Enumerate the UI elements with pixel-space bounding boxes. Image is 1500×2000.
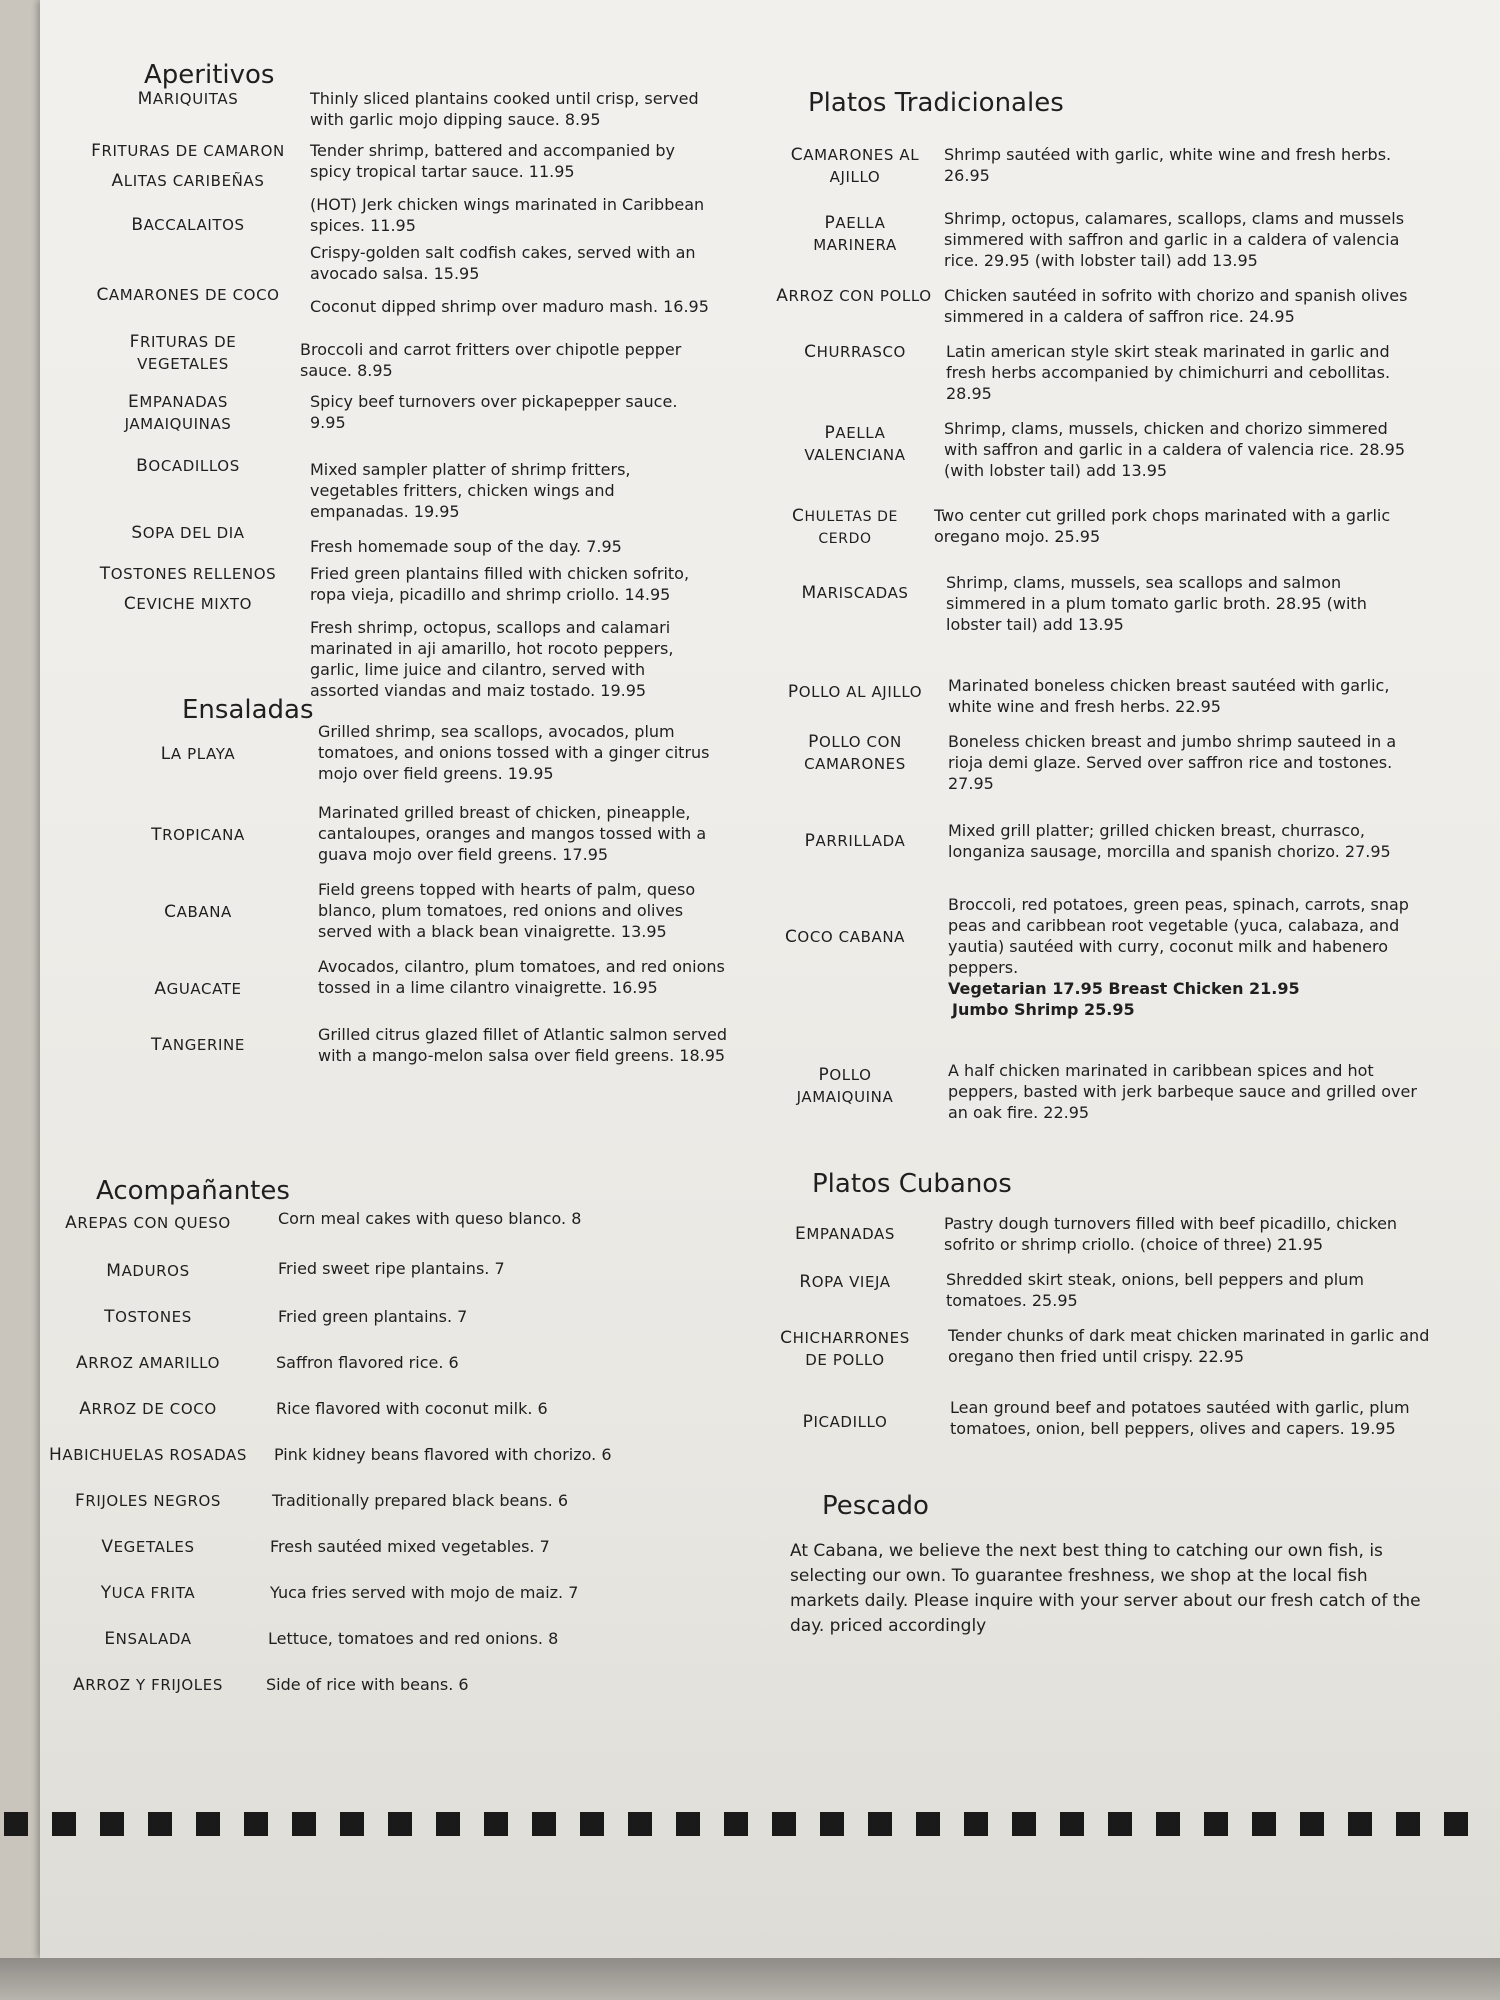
dash [292, 1812, 316, 1836]
item-description: Pink kidney beans flavored with chorizo. 6 [274, 1445, 612, 1464]
item-name: TROPICANA [151, 825, 245, 845]
item-name: ARROZ CON POLLO [776, 286, 932, 306]
item-description: Coconut dipped shrimp over maduro mash. 16.95 [310, 297, 709, 316]
item-name: BOCADILLOS [136, 456, 240, 476]
dash [820, 1812, 844, 1836]
item-description: Tender shrimp, battered and accompanied by spicy tropical tartar sauce. 11.95 [310, 141, 675, 181]
item-name: AGUACATE [154, 979, 242, 999]
item-name: EMPANADAS [795, 1224, 895, 1244]
dash [388, 1812, 412, 1836]
item-description: Broccoli and carrot fritters over chipotle pepper sauce. 8.95 [300, 340, 682, 380]
price-options-line-2: Jumbo Shrimp 25.95 [952, 1000, 1135, 1019]
right-column [760, 60, 1460, 1639]
item-description: Pastry dough turnovers filled with beef picadillo, chicken sofrito or shrimp criollo. (choice of three) 21.95 [944, 1214, 1398, 1254]
dash [772, 1812, 796, 1836]
menu-item [48, 1398, 748, 1420]
menu-item [760, 820, 1460, 862]
item-name: FRITURAS DE CAMARON [91, 141, 285, 161]
item-description: Spicy beef turnovers over pickapepper sauce. 9.95 [310, 392, 678, 432]
dash [1396, 1812, 1420, 1836]
section-acompanantes [48, 1176, 748, 1696]
item-description [920, 894, 1448, 1020]
dash [1300, 1812, 1324, 1836]
item-description: Fried green plantains filled with chicken sofrito, ropa vieja, picadillo and shrimp criollo. 14.95 [310, 564, 690, 604]
dash [1204, 1812, 1228, 1836]
item-description: Side of rice with beans. 6 [266, 1675, 469, 1694]
section-title-pescado: Pescado [822, 1491, 929, 1521]
section-title-ensaladas: Ensaladas [182, 695, 314, 725]
item-name: PICADILLO [802, 1412, 888, 1432]
item-name: POLLO JAMAIQUINA [796, 1065, 894, 1106]
dash [1156, 1812, 1180, 1836]
menu-item [760, 505, 1460, 550]
section-pescado [760, 1491, 1460, 1639]
item-description: Shredded skirt steak, onions, bell peppers and plum tomatoes. 25.95 [946, 1270, 1364, 1310]
menu-item [88, 593, 748, 701]
menu-item [88, 802, 748, 865]
menu-item [760, 144, 1460, 188]
dash [52, 1812, 76, 1836]
menu-item [760, 572, 1460, 635]
item-name: TOSTONES [104, 1307, 192, 1327]
dash [676, 1812, 700, 1836]
item-name: YUCA FRITA [100, 1583, 196, 1603]
item-name: CHICHARRONES DE POLLO [780, 1328, 910, 1369]
item-name: TOSTONES RELLENOS [99, 564, 277, 584]
menu-item [88, 522, 748, 557]
item-description: Saffron flavored rice. 6 [276, 1353, 459, 1372]
item-description: (HOT) Jerk chicken wings marinated in Caribbean spices. 11.95 [310, 195, 705, 235]
decorative-dash-border [0, 1812, 1500, 1842]
item-description: Shrimp, clams, mussels, chicken and chorizo simmered with saffron and garlic in a caldera of valencia rice. 28.95 (with lobster tail) add 13.95 [944, 419, 1405, 480]
item-name: SOPA DEL DIA [131, 523, 245, 543]
item-description: Rice flavored with coconut milk. 6 [276, 1399, 548, 1418]
menu-item [760, 1269, 1460, 1311]
item-name: FRITURAS DE VEGETALES [129, 332, 237, 373]
item-name: FRIJOLES NEGROS [74, 1491, 222, 1511]
menu-item [88, 331, 748, 381]
item-name: COCO CABANA [784, 927, 906, 947]
item-name: PAELLA VALENCIANA [804, 423, 906, 464]
dash [532, 1812, 556, 1836]
menu-item [760, 285, 1460, 327]
section-platos-tradicionales [760, 88, 1460, 1123]
item-name: ARROZ Y FRIJOLES [73, 1675, 223, 1695]
item-name: POLLO CON CAMARONES [804, 732, 906, 773]
dash [196, 1812, 220, 1836]
dash [724, 1812, 748, 1836]
item-description: Tender chunks of dark meat chicken marinated in garlic and oregano then fried until crispy. 22.95 [948, 1326, 1430, 1366]
item-name: ARROZ AMARILLO [75, 1353, 221, 1373]
section-title-platos-cubanos: Platos Cubanos [812, 1169, 1012, 1199]
item-name: VEGETALES [101, 1537, 195, 1557]
dash [1060, 1812, 1084, 1836]
dash [1012, 1812, 1036, 1836]
item-name: TANGERINE [151, 1035, 245, 1055]
item-name: AREPAS CON QUESO [65, 1213, 231, 1233]
item-name: POLLO AL AJILLO [787, 682, 923, 702]
menu-item [760, 894, 1460, 1020]
menu-item [88, 455, 748, 522]
menu-item [48, 1306, 748, 1328]
item-description: Corn meal cakes with queso blanco. 8 [278, 1209, 582, 1228]
section-platos-cubanos [760, 1169, 1460, 1439]
item-description: Chicken sautéed in sofrito with chorizo and spanish olives simmered in a caldera of saffron rice. 24.95 [944, 286, 1408, 326]
item-description: Fried sweet ripe plantains. 7 [278, 1259, 505, 1278]
menu-item [760, 208, 1460, 271]
item-name: MARIQUITAS [137, 89, 239, 109]
item-description: Yuca fries served with mojo de maiz. 7 [270, 1583, 579, 1602]
menu-item [760, 675, 1460, 717]
menu-item [48, 1352, 748, 1374]
dash [1444, 1812, 1468, 1836]
section-ensaladas [88, 695, 748, 1066]
menu-item [760, 1397, 1460, 1439]
item-name: CAMARONES AL AJILLO [790, 145, 920, 186]
item-description: Latin american style skirt steak marinated in garlic and fresh herbs accompanied by chimichurri and cebollitas. 28.95 [946, 342, 1391, 403]
dash [244, 1812, 268, 1836]
dash [580, 1812, 604, 1836]
menu-item [88, 1024, 748, 1066]
item-description: Lean ground beef and potatoes sautéed with garlic, plum tomatoes, onion, bell peppers, olives and capers. 19.95 [950, 1398, 1410, 1438]
menu-item [48, 1536, 748, 1558]
item-name: CAMARONES DE COCO [96, 285, 280, 305]
item-description: Fresh homemade soup of the day. 7.95 [310, 537, 622, 556]
menu-item [48, 1490, 748, 1512]
dash [1108, 1812, 1132, 1836]
dash [964, 1812, 988, 1836]
item-name: CEVICHE MIXTO [123, 594, 253, 614]
item-description: Thinly sliced plantains cooked until crisp, served with garlic mojo dipping sauce. 8.95 [310, 89, 699, 129]
item-description: Shrimp sautéed with garlic, white wine and fresh herbs. 26.95 [944, 145, 1392, 185]
dash [148, 1812, 172, 1836]
dash [628, 1812, 652, 1836]
item-name: ARROZ DE COCO [79, 1399, 217, 1419]
menu-item [760, 341, 1460, 404]
item-description: Grilled shrimp, sea scallops, avocados, plum tomatoes, and onions tossed with a ginger citrus mojo over field greens. 19.95 [318, 722, 710, 783]
item-description: Crispy-golden salt codfish cakes, served with an avocado salsa. 15.95 [310, 243, 696, 283]
dash [868, 1812, 892, 1836]
item-name: PARRILLADA [804, 831, 906, 851]
item-description: Fried green plantains. 7 [278, 1307, 468, 1326]
item-description: Fresh sautéed mixed vegetables. 7 [270, 1537, 550, 1556]
dash [100, 1812, 124, 1836]
item-description: Field greens topped with hearts of palm, queso blanco, plum tomatoes, red onions and olives served with a black bean vinaigrette. 13.95 [318, 880, 696, 941]
dash [916, 1812, 940, 1836]
table-surface [0, 1958, 1500, 2000]
item-name: CABANA [164, 902, 232, 922]
item-description: Two center cut grilled pork chops marinated with a garlic oregano mojo. 25.95 [934, 506, 1391, 546]
menu-item [760, 731, 1460, 794]
menu-item [88, 88, 748, 130]
item-name: ENSALADA [104, 1629, 192, 1649]
item-name: ROPA VIEJA [799, 1272, 891, 1292]
item-name: CHURRASCO [804, 342, 906, 362]
dash [484, 1812, 508, 1836]
item-name: MARISCADAS [801, 583, 909, 603]
pescado-description: At Cabana, we believe the next best thing to catching our own fish, is selecting our own. To guarantee freshness, we shop at the local fish markets daily. Please inquire with your server about our fresh catch of the day. priced accordingly [790, 1541, 1421, 1636]
item-description: A half chicken marinated in caribbean spices and hot peppers, basted with jerk barbeque sauce and grilled over an oak fire. 22.95 [948, 1061, 1417, 1122]
menu-item [88, 284, 748, 317]
item-description-text: Broccoli, red potatoes, green peas, spinach, carrots, snap peas and caribbean root vegetable (yuca, calabaza, and yautia) sautéed with curry, coconut milk and habenero peppers. [948, 895, 1409, 977]
item-name: LA PLAYA [160, 744, 236, 764]
item-description: Shrimp, clams, mussels, sea scallops and salmon simmered in a plum tomato garlic broth. 28.95 (with lobster tail) add 13.95 [946, 573, 1367, 634]
item-description: Mixed grill platter; grilled chicken breast, churrasco, longaniza sausage, morcilla and spanish chorizo. 27.95 [948, 821, 1391, 861]
menu-item [48, 1208, 748, 1234]
item-description: Lettuce, tomatoes and red onions. 8 [268, 1629, 559, 1648]
dash [340, 1812, 364, 1836]
item-description: Grilled citrus glazed fillet of Atlantic salmon served with a mango-melon salsa over field greens. 18.95 [318, 1025, 727, 1065]
item-name: CHULETAS DE CERDO [792, 506, 898, 547]
menu-item [48, 1674, 748, 1696]
item-name: PAELLA MARINERA [813, 213, 897, 254]
section-aperitivos [88, 60, 748, 701]
menu-item [760, 1325, 1460, 1371]
dash [436, 1812, 460, 1836]
item-name: MADUROS [106, 1261, 190, 1281]
menu-item [48, 1628, 748, 1650]
item-description: Marinated boneless chicken breast sautéed with garlic, white wine and fresh herbs. 22.95 [948, 676, 1390, 716]
item-description: Boneless chicken breast and jumbo shrimp sauteed in a rioja demi glaze. Served over saffron rice and tostones. 27.95 [948, 732, 1397, 793]
left-column [49, 60, 748, 1696]
item-description: Fresh shrimp, octopus, scallops and calamari marinated in aji amarillo, hot rocoto peppers, garlic, lime juice and cilantro, served with assorted viandas and maiz tostado. 19.95 [310, 618, 674, 700]
menu-item [48, 1444, 748, 1466]
section-title-aperitivos: Aperitivos [144, 60, 275, 90]
dash [1348, 1812, 1372, 1836]
menu-item [88, 391, 748, 435]
price-options-line-1: Vegetarian 17.95 Breast Chicken 21.95 [948, 979, 1300, 998]
menu-item [88, 721, 748, 784]
item-name: ALITAS CARIBEÑAS [111, 171, 265, 191]
item-name: HABICHUELAS ROSADAS [49, 1445, 247, 1465]
item-description: Mixed sampler platter of shrimp fritters, vegetables fritters, chicken wings and empanadas. 19.95 [310, 460, 631, 521]
menu-item [760, 1060, 1460, 1123]
menu-item [88, 879, 748, 942]
menu-item [88, 956, 748, 1000]
item-name: EMPANADAS JAMAIQUINAS [124, 392, 232, 433]
dash [1252, 1812, 1276, 1836]
menu-item [760, 418, 1460, 481]
item-description: Avocados, cilantro, plum tomatoes, and red onions tossed in a lime cilantro vinaigrette. 16.95 [318, 957, 725, 997]
item-description: Marinated grilled breast of chicken, pineapple, cantaloupes, oranges and mangos tossed with a guava mojo over field greens. 17.95 [318, 803, 707, 864]
section-title-acompanantes: Acompañantes [96, 1176, 290, 1206]
item-description: Shrimp, octopus, calamares, scallops, clams and mussels simmered with saffron and garlic in a caldera of valencia rice. 29.95 (with lobster tail) add 13.95 [944, 209, 1405, 270]
section-title-platos-tradicionales: Platos Tradicionales [808, 88, 1064, 118]
dash [4, 1812, 28, 1836]
item-name: BACCALAITOS [131, 215, 245, 235]
menu-item [48, 1258, 748, 1282]
menu-item [48, 1582, 748, 1604]
item-description: Traditionally prepared black beans. 6 [272, 1491, 568, 1510]
menu-item [760, 1213, 1460, 1255]
